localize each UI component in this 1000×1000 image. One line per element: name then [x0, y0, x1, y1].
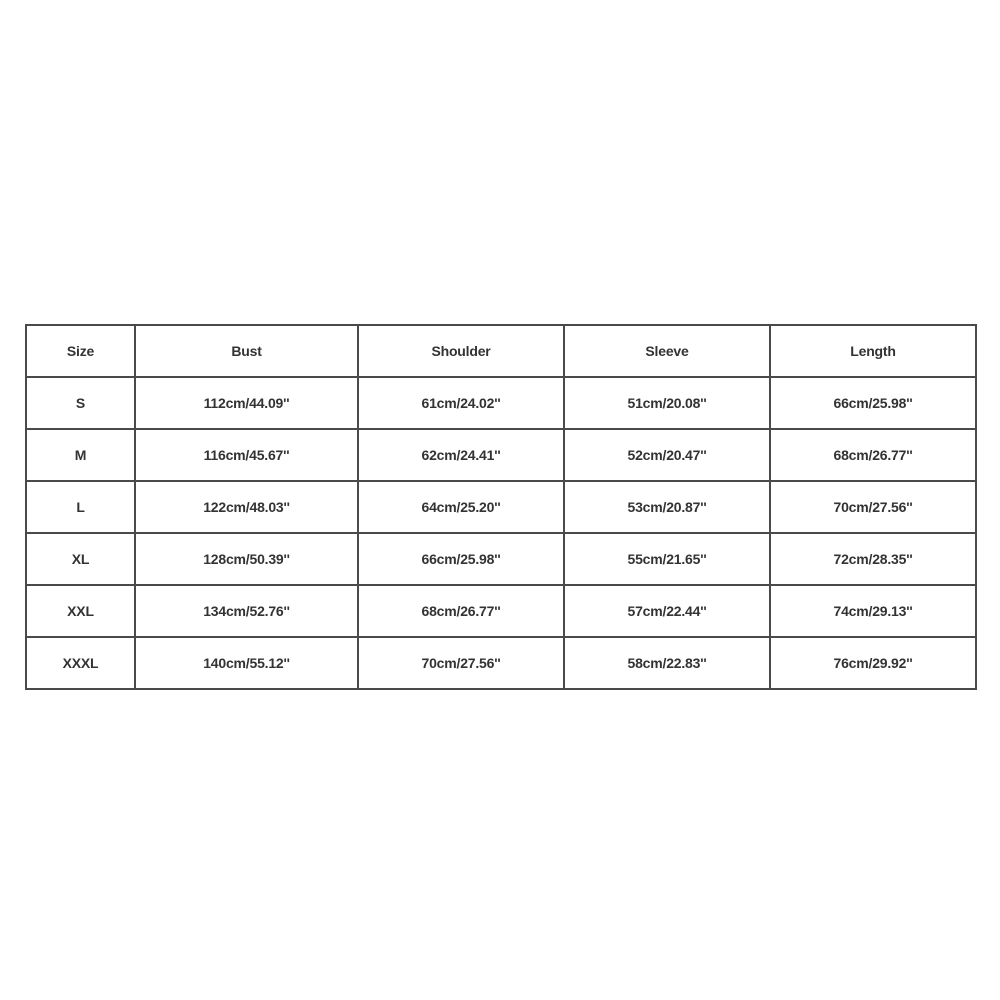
cell-sleeve: 55cm/21.65''	[564, 533, 770, 585]
cell-length: 70cm/27.56''	[770, 481, 976, 533]
header-bust: Bust	[135, 325, 358, 377]
cell-sleeve: 53cm/20.87''	[564, 481, 770, 533]
cell-size: L	[26, 481, 135, 533]
cell-sleeve: 57cm/22.44''	[564, 585, 770, 637]
header-sleeve: Sleeve	[564, 325, 770, 377]
cell-sleeve: 58cm/22.83''	[564, 637, 770, 689]
cell-bust: 134cm/52.76''	[135, 585, 358, 637]
table-row	[26, 585, 976, 637]
cell-bust: 122cm/48.03''	[135, 481, 358, 533]
cell-bust: 140cm/55.12''	[135, 637, 358, 689]
cell-shoulder: 68cm/26.77''	[358, 585, 564, 637]
cell-shoulder: 70cm/27.56''	[358, 637, 564, 689]
header-length: Length	[770, 325, 976, 377]
cell-size: XXXL	[26, 637, 135, 689]
table-row	[26, 637, 976, 689]
size-chart-header	[26, 325, 976, 377]
cell-length: 68cm/26.77''	[770, 429, 976, 481]
cell-shoulder: 61cm/24.02''	[358, 377, 564, 429]
cell-bust: 116cm/45.67''	[135, 429, 358, 481]
header-shoulder: Shoulder	[358, 325, 564, 377]
header-row	[26, 325, 976, 377]
cell-shoulder: 62cm/24.41''	[358, 429, 564, 481]
cell-shoulder: 64cm/25.20''	[358, 481, 564, 533]
table-row	[26, 429, 976, 481]
cell-bust: 128cm/50.39''	[135, 533, 358, 585]
cell-size: XL	[26, 533, 135, 585]
cell-shoulder: 66cm/25.98''	[358, 533, 564, 585]
cell-length: 66cm/25.98''	[770, 377, 976, 429]
cell-size: M	[26, 429, 135, 481]
size-chart-table	[25, 324, 977, 690]
cell-sleeve: 51cm/20.08''	[564, 377, 770, 429]
cell-length: 72cm/28.35''	[770, 533, 976, 585]
cell-length: 74cm/29.13''	[770, 585, 976, 637]
cell-sleeve: 52cm/20.47''	[564, 429, 770, 481]
cell-length: 76cm/29.92''	[770, 637, 976, 689]
table-row	[26, 481, 976, 533]
cell-size: XXL	[26, 585, 135, 637]
cell-bust: 112cm/44.09''	[135, 377, 358, 429]
table-row	[26, 377, 976, 429]
table-row	[26, 533, 976, 585]
size-chart-body	[26, 377, 976, 689]
cell-size: S	[26, 377, 135, 429]
header-size: Size	[26, 325, 135, 377]
